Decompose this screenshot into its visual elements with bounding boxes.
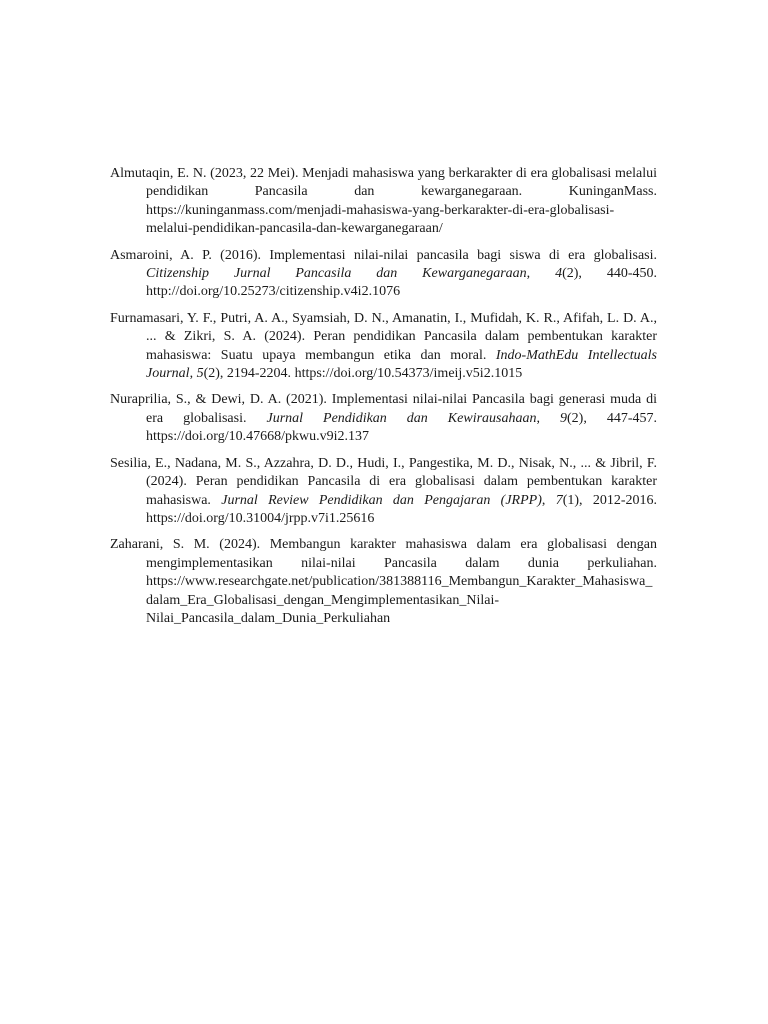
journal-title: Jurnal Pendidikan dan Kewirausahaan xyxy=(266,410,537,426)
reference-separator: , xyxy=(526,266,556,282)
reference-link[interactable]: http://doi.org/10.25273/citizenship.v4i2.1076 xyxy=(146,284,401,300)
journal-title: Citizenship Jurnal Pancasila dan Kewarganegaraan xyxy=(146,266,527,282)
reference-entry xyxy=(110,165,657,239)
reference-text: Zaharani, S. M. (2024). Membangun karakter mahasiswa dalam era globalisasi dengan mengimplementasikan nilai-nilai Pancasila dalam dunia perkuliahan. xyxy=(110,537,657,571)
reference-pages: (1), 2012-2016. xyxy=(562,492,658,508)
reference-separator: , xyxy=(541,492,556,508)
reference-pages: (2), 447-457. xyxy=(567,410,657,426)
journal-volume: 9 xyxy=(560,410,567,426)
reference-link[interactable]: https://kuninganmass.com/menjadi-mahasiswa-yang-berkarakter-di-era-globalisasi-melalui-pendidikan-pancasila-dan-kewarganegaraan/ xyxy=(146,202,615,237)
reference-text: Nuraprilia, S., & Dewi, D. A. (2021). Implementasi nilai-nilai Pancasila bagi generasi muda di era globalisasi. xyxy=(110,392,657,426)
reference-text: Almutaqin, E. N. (2023, 22 Mei). Menjadi mahasiswa yang berkarakter di era globalisasi melalui pendidikan Pancasila dan kewarganegaraan. KuninganMass. xyxy=(110,166,657,200)
reference-entry xyxy=(110,310,657,384)
reference-link[interactable]: https://doi.org/10.54373/imeij.v5i2.1015 xyxy=(294,366,523,382)
reference-link[interactable]: https://doi.org/10.31004/jrpp.v7i1.25616 xyxy=(146,510,375,526)
reference-pages: (2), 440-450. xyxy=(562,266,657,282)
reference-text: Asmaroini, A. P. (2016). Implementasi nilai-nilai pancasila bagi siswa di era globalisasi. xyxy=(110,247,657,263)
journal-title: Indo-MathEdu Intellectuals Journal xyxy=(146,347,657,382)
reference-entry xyxy=(110,247,657,302)
reference-separator: , xyxy=(189,366,197,382)
reference-separator: , xyxy=(536,410,560,426)
journal-volume: 5 xyxy=(196,366,204,382)
reference-text: Furnamasari, Y. F., Putri, A. A., Syamsiah, D. N., Amanatin, I., Mufidah, K. R., Afifah, L. D. A., ... & Zikri, S. A. (2024). Peran pendidikan Pancasila dalam pembentukan karakter mahasiswa: Suatu upaya membangun etika dan moral. xyxy=(110,310,657,363)
reference-text: Sesilia, E., Nadana, M. S., Azzahra, D. D., Hudi, I., Pangestika, M. D., Nisak, N., ... & Jibril, F. (2024). Peran pendidikan Pancasila di era globalisasi dalam pembentukan karakter mahasiswa. xyxy=(110,455,657,508)
journal-volume: 7 xyxy=(555,492,563,508)
reference-entry xyxy=(110,536,657,628)
journal-volume: 4 xyxy=(555,266,563,282)
reference-link[interactable]: https://www.researchgate.net/publication/381388116_Membangun_Karakter_Mahasiswa_dalam_Era_Globalisasi_dengan_Mengimplementasikan_Nilai-Nilai_Pancasila_dalam_Dunia_Perkuliahan xyxy=(146,574,653,626)
reference-pages: (2), 2194-2204. xyxy=(203,366,295,382)
reference-entry xyxy=(110,391,657,446)
reference-link[interactable]: https://doi.org/10.47668/pkwu.v9i2.137 xyxy=(146,429,369,445)
journal-title: Jurnal Review Pendidikan dan Pengajaran (JRPP) xyxy=(221,492,542,508)
reference-entry xyxy=(110,455,657,529)
reference-list xyxy=(110,165,657,636)
